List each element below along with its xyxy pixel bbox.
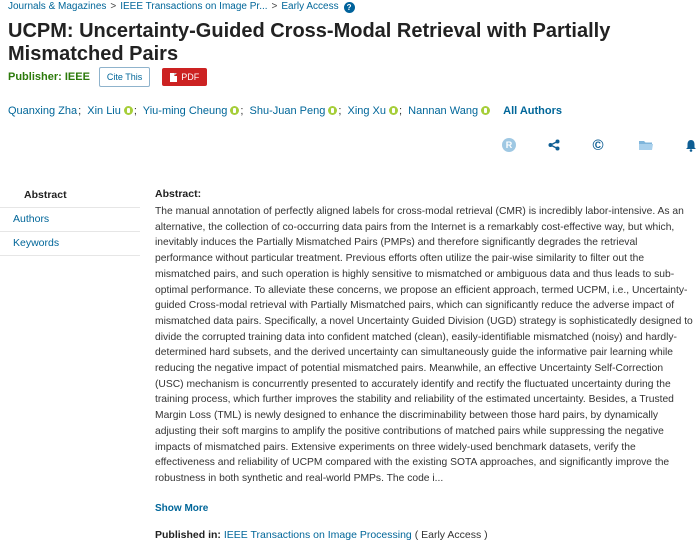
folder-icon[interactable]	[638, 137, 654, 153]
section-nav	[0, 184, 140, 256]
breadcrumb-journal-name[interactable]: IEEE Transactions on Image Pr...	[120, 1, 268, 12]
author-link[interactable]: Quanxing Zha	[8, 105, 78, 117]
page-title: UCPM: Uncertainty-Guided Cross-Modal Retrieval with Partially Mismatched Pairs	[8, 20, 611, 65]
author-separator: ;	[240, 105, 244, 117]
publisher-label: Publisher: IEEE	[8, 71, 90, 83]
author-link[interactable]: Nannan Wang	[408, 105, 479, 117]
abstract-heading: Abstract:	[155, 188, 202, 200]
breadcrumb-separator: >	[271, 1, 278, 12]
breadcrumb-separator: >	[110, 1, 117, 12]
author-link[interactable]: Xing Xu	[347, 105, 387, 117]
abstract-section	[155, 188, 693, 487]
publisher-row	[8, 67, 207, 87]
orcid-icon[interactable]	[389, 106, 398, 115]
orcid-icon[interactable]	[230, 106, 239, 115]
published-in-label: Published in:	[155, 529, 221, 541]
author-link[interactable]: Shu-Juan Peng	[249, 105, 326, 117]
orcid-icon[interactable]	[328, 106, 337, 115]
author-separator: ;	[133, 105, 137, 117]
bell-icon[interactable]	[684, 137, 698, 153]
orcid-icon[interactable]	[481, 106, 490, 115]
breadcrumb-early-access[interactable]: Early Access	[281, 1, 339, 12]
publication-status: ( Early Access )	[414, 529, 488, 541]
author-separator: ;	[399, 105, 403, 117]
nav-item-authors[interactable]: Authors	[0, 208, 140, 232]
pdf-button-label: PDF	[181, 72, 200, 82]
nav-item-keywords[interactable]: Keywords	[0, 232, 140, 256]
article-toolbar	[0, 137, 698, 155]
pdf-icon	[170, 73, 177, 82]
author-list	[8, 104, 562, 118]
author-link[interactable]: Yiu-ming Cheung	[142, 105, 228, 117]
orcid-icon[interactable]	[124, 106, 133, 115]
published-in	[155, 529, 488, 541]
cite-this-button[interactable]: Cite This	[99, 67, 150, 87]
author-separator: ;	[338, 105, 342, 117]
author-link[interactable]: Xin Liu	[87, 105, 121, 117]
pdf-button[interactable]	[162, 68, 207, 86]
help-icon[interactable]: ?	[344, 2, 355, 13]
venue-link[interactable]: IEEE Transactions on Image Processing	[223, 529, 412, 541]
copyright-icon[interactable]: ©	[592, 136, 604, 154]
abstract-text: The manual annotation of perfectly aligned labels for cross-modal retrieval (CMR) is incredibly labor-intensive. As an alternative, the collection of co-occurring data pairs from the Internet is a remarkably cost-effective way, but which, inevitably induces the Partially Mismatched Pairs (PMPs) and therefore significantly degrades the retrieval performance without particular treatment. Previous efforts often utilize the pair-wise similarity to filter out the mismatched pairs, and such operation is highly sensitive to mismatched or ambiguous data and thus leads to sub-optimal performance. To alleviate these concerns, we propose an efficient approach, termed UCPM, i.e., Uncertainty-guided Cross-modal retrieval with Partially Mismatched pairs, which can significantly reduce the adverse impact of mismatched data pairs. Specifically, a novel Uncertainty Guided Division (UGD) strategy is sophisticatedly designed to divide the corrupted training data into confident matched (clean), easily-identifiable mismatched (noisy) and hardly-determined hard subsets, and the derived uncertainty can simultaneously guide the informative pair learning while reducing the negative impact of potential mismatched pairs. Meanwhile, an effective Uncertainty Self-Correction (USC) mechanism is concurrently presented to accurately identify and rectify the fluctuated uncertainty during the training process, which further improves the stability and reliability of the estimated uncertainty. Besides, a Trusted Margin Loss (TML) is newly designed to enhance the discriminability between those hard pairs, by dynamically adjusting their soft margins to amplify the positive contributions of matched pairs while suppressing the negative impacts of mismatched pairs. Extensive experiments on three widely-used benchmark datasets, verify the effectiveness and reliability of UCPM compared with the existing SOTA approaches, and significantly improve the robustness in both synthetic and real-world PMPs. The code i...	[155, 206, 693, 484]
author-separator: ;	[78, 105, 82, 117]
rights-icon[interactable]: R	[502, 138, 516, 152]
share-icon[interactable]	[547, 137, 561, 153]
nav-item-abstract[interactable]: Abstract	[0, 184, 140, 208]
breadcrumb-journals[interactable]: Journals & Magazines	[8, 1, 107, 12]
breadcrumb	[8, 0, 355, 14]
all-authors-link[interactable]: All Authors	[503, 105, 562, 117]
show-more-link[interactable]: Show More	[155, 503, 209, 514]
